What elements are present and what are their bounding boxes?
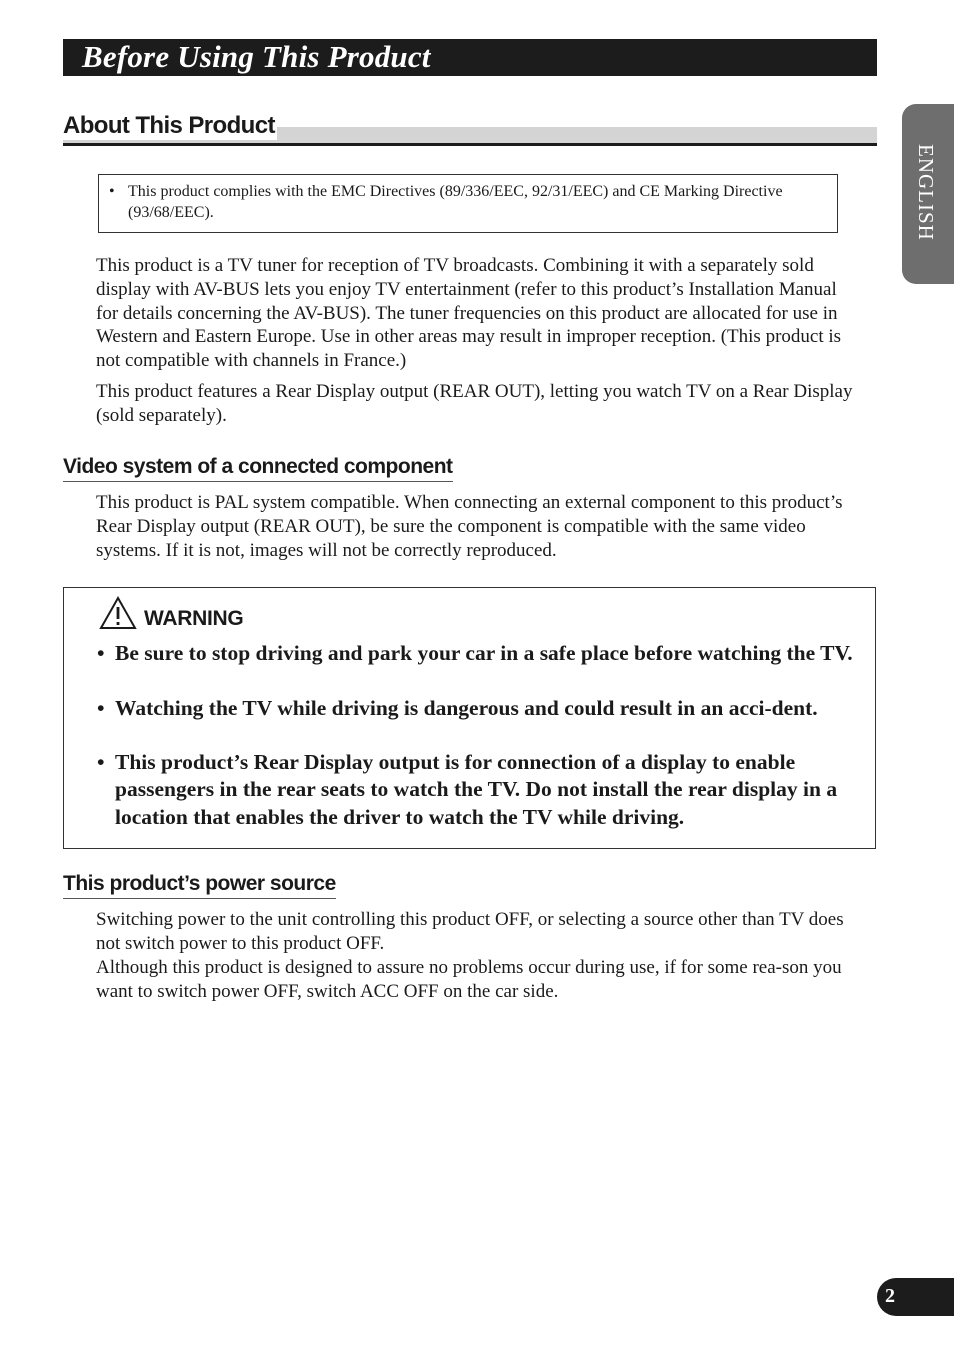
page-number-tab [877, 1278, 954, 1316]
page-number: 2 [885, 1285, 895, 1307]
compliance-note-box [98, 174, 838, 233]
section-header [63, 112, 877, 147]
chapter-title: Before Using This Product [82, 39, 431, 74]
language-label: ENGLISH [914, 144, 938, 241]
warning-item-1: Be sure to stop driving and park your car in a safe place before watching the TV. [115, 641, 853, 665]
power-paragraph-1: Switching power to the unit controlling this product OFF, or selecting a source other than TV does not switch power to this product OFF. [96, 909, 844, 954]
warning-bullet-3: • [97, 696, 105, 720]
warning-list [63, 587, 876, 849]
compliance-note-text: This product complies with the EMC Directives (89/336/EEC, 92/31/EEC) and CE Marking Directive (93/68/EEC). [128, 183, 783, 221]
video-system-text: This product is PAL system compatible. When connecting an external component to this product’s Rear Display output (REAR OUT), be sure the component is compatible with the same video systems. If it is not, images will not be correctly reproduced. [96, 492, 843, 561]
language-side-tab [902, 104, 954, 284]
chapter-title-bar [63, 39, 877, 76]
power-paragraph-2: Although this product is designed to assure no problems occur during use, if for some rea-son you want to switch power OFF, switch ACC OFF on the car side. [96, 957, 842, 1002]
warning-label: WARNING [144, 607, 244, 630]
warning-bullet-4: • [97, 750, 105, 774]
power-source-heading: This product’s power source [63, 871, 336, 899]
video-system-heading: Video system of a connected component [63, 454, 453, 482]
warning-item-3: This product’s Rear Display output is for connection of a display to enable passengers in the rear seats to watch the TV. Do not install the rear display in a location that enables the driver to watch the TV while driving. [115, 750, 838, 829]
note-bullet: • [109, 183, 115, 200]
warning-item-2: Watching the TV while driving is dangerous and could result in an acci-dent. [115, 696, 818, 720]
about-paragraph-1: This product is a TV tuner for reception of TV broadcasts. Combining it with a separately sold display with AV-BUS lets you enjoy TV entertainment (refer to this product’s Installation Manual for details concerning the AV-BUS). The tuner frequencies on this product are allocated for use in Western and Eastern Europe. Use in other areas may result in improper reception. (This product is not compatible with channels in France.) [96, 255, 842, 372]
section-title: About This Product [63, 112, 275, 139]
about-paragraph-2: This product features a Rear Display output (REAR OUT), letting you watch TV on a Rear Display (sold separately). [96, 381, 853, 426]
section-header-rule [63, 143, 877, 146]
warning-bullet-2: • [97, 641, 105, 665]
